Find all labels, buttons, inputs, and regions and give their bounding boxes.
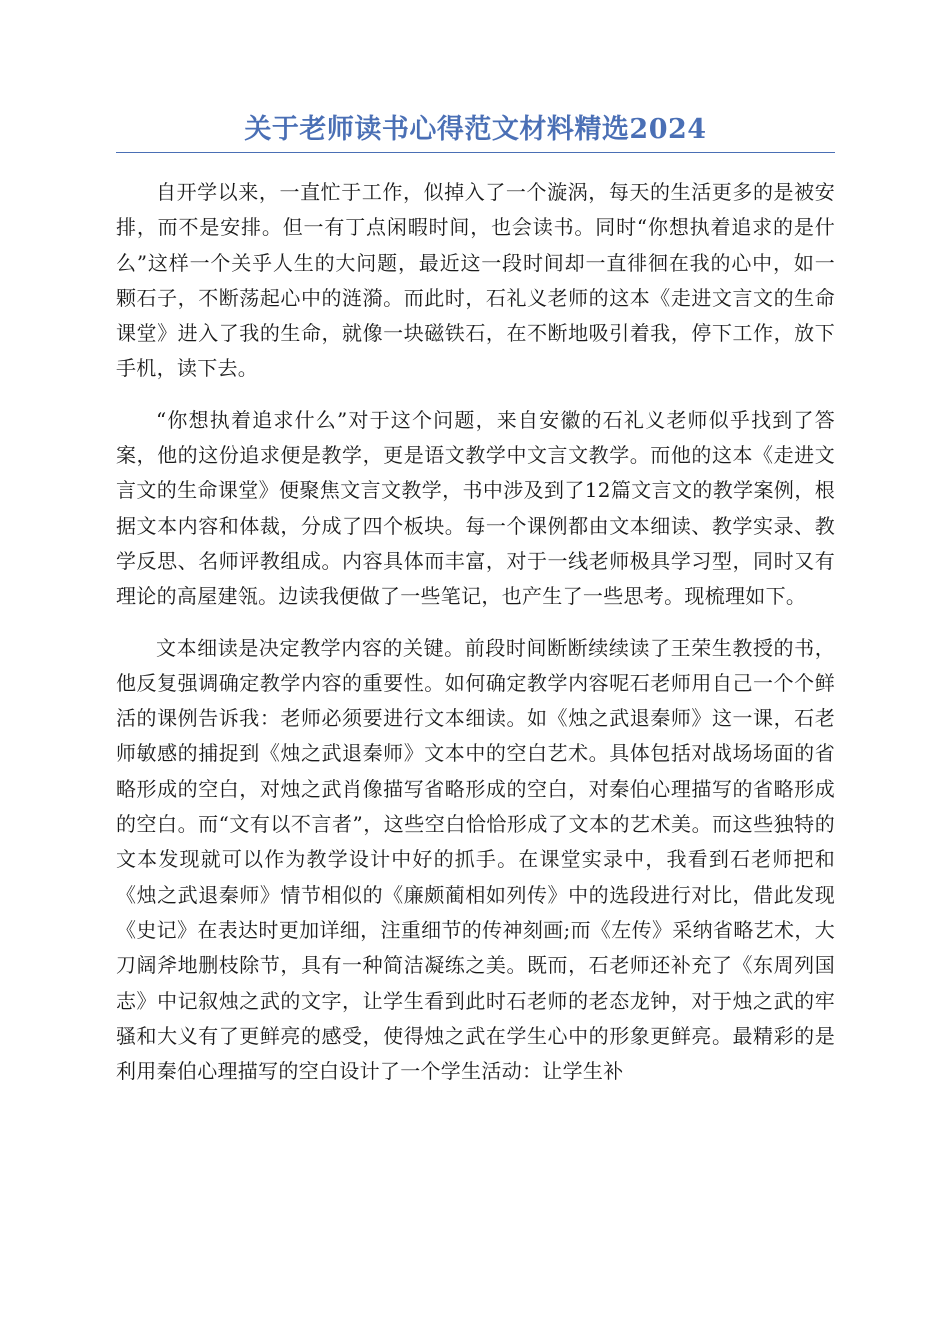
document-page	[116, 110, 835, 1105]
paragraph: 自开学以来，一直忙于工作，似掉入了一个漩涡，每天的生活更多的是被安排，而不是安排。但一有丁点闲暇时间，也会读书。同时“你想执着追求的是什么”这样一个关乎人生的大问题，最近这一段时间却一直徘徊在我的心中，如一颗石子，不断荡起心中的涟漪。而此时，石礼义老师的这本《走进文言文的生命课堂》进入了我的生命，就像一块磁铁石，在不断地吸引着我，停下工作，放下手机，读下去。	[116, 180, 835, 381]
paragraph: 文本细读是决定教学内容的关键。前段时间断断续续读了王荣生教授的书，他反复强调确定教学内容的重要性。如何确定教学内容呢石老师用自己一个个鲜活的课例告诉我：老师必须要进行文本细读。如《烛之武退秦师》这一课，石老师敏感的捕捉到《烛之武退秦师》文本中的空白艺术。具体包括对战场场面的省略形成的空白，对烛之武肖像描写省略形成的空白，对秦伯心理描写的省略形成的空白。而“文有以不言者”，这些空白恰恰形成了文本的艺术美。而这些独特的文本发现就可以作为教学设计中好的抓手。在课堂实录中，我看到石老师把和《烛之武退秦师》情节相似的《廉颇蔺相如列传》中的选段进行对比，借此发现《史记》在表达时更加详细，注重细节的传神刻画;而《左传》采纳省略艺术，大刀阔斧地删枝除节，具有一种简洁凝练之美。既而，石老师还补充了《东周列国志》中记叙烛之武的文字，让学生看到此时石老师的老态龙钟，对于烛之武的牢骚和大义有了更鲜亮的感受，使得烛之武在学生心中的形象更鲜亮。最精彩的是利用秦伯心理描写的空白设计了一个学生活动：让学生补	[116, 635, 835, 1084]
paragraph: “你想执着追求什么”对于这个问题，来自安徽的石礼义老师似乎找到了答案，他的这份追求便是教学，更是语文教学中文言文教学。而他的这本《走进文言文的生命课堂》便聚焦文言文教学，书中涉及到了12篇文言文的教学案例，根据文本内容和体裁，分成了四个板块。每一个课例都由文本细读、教学实录、教学反思、名师评教组成。内容具体而丰富，对于一线老师极具学习型，同时又有理论的高屋建瓴。边读我便做了一些笔记，也产生了一些思考。现梳理如下。	[116, 407, 835, 609]
document-title: 关于老师读书心得范文材料精选2024	[116, 110, 835, 153]
document-body	[116, 175, 835, 1089]
